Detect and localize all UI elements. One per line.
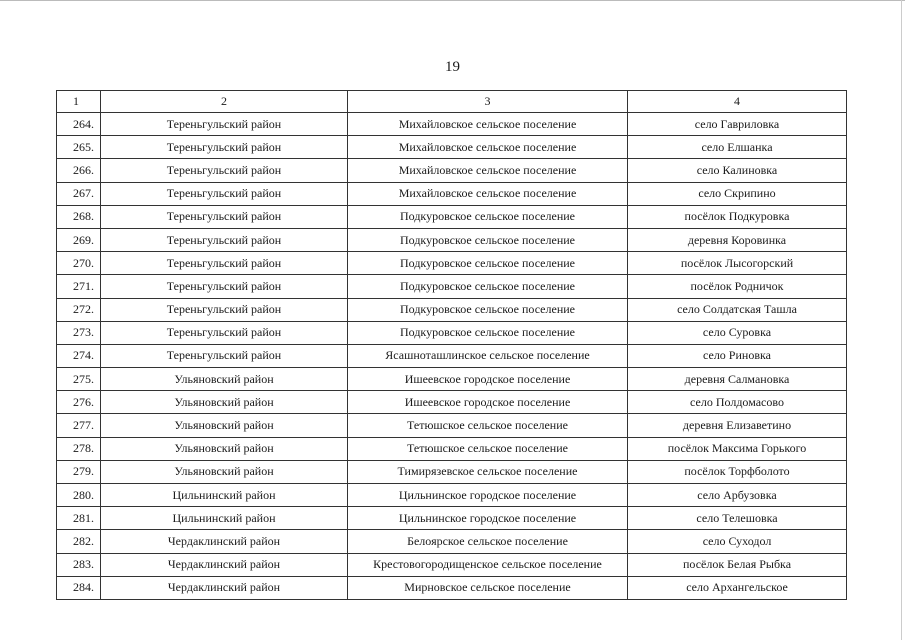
row-number: 271. xyxy=(57,275,101,298)
settlement-name: Ясашноташлинское сельское поселение xyxy=(348,344,628,367)
locality-name: посёлок Подкуровка xyxy=(628,205,847,228)
table-row xyxy=(57,205,847,228)
table-header-row xyxy=(57,91,847,113)
locality-name: село Архангельское xyxy=(628,576,847,599)
row-number: 267. xyxy=(57,182,101,205)
row-number: 265. xyxy=(57,136,101,159)
table-row xyxy=(57,228,847,251)
locality-name: село Елшанка xyxy=(628,136,847,159)
locality-name: село Суровка xyxy=(628,321,847,344)
locality-name: деревня Елизаветино xyxy=(628,414,847,437)
locality-name: село Риновка xyxy=(628,344,847,367)
locality-name: село Арбузовка xyxy=(628,484,847,507)
row-number: 268. xyxy=(57,205,101,228)
locality-name: село Солдатская Ташла xyxy=(628,298,847,321)
settlement-name: Михайловское сельское поселение xyxy=(348,136,628,159)
table-row xyxy=(57,136,847,159)
settlement-name: Ишеевское городское поселение xyxy=(348,368,628,391)
district-name: Тереньгульский район xyxy=(101,321,348,344)
row-number: 282. xyxy=(57,530,101,553)
row-number: 264. xyxy=(57,113,101,136)
table-row xyxy=(57,275,847,298)
settlement-name: Подкуровское сельское поселение xyxy=(348,205,628,228)
locality-name: посёлок Белая Рыбка xyxy=(628,553,847,576)
settlement-name: Белоярское сельское поселение xyxy=(348,530,628,553)
settlement-name: Михайловское сельское поселение xyxy=(348,182,628,205)
locality-name: село Калиновка xyxy=(628,159,847,182)
district-name: Чердаклинский район xyxy=(101,553,348,576)
header-cell-3: 3 xyxy=(348,91,628,113)
settlements-table xyxy=(56,90,847,600)
row-number: 273. xyxy=(57,321,101,344)
header-cell-4: 4 xyxy=(628,91,847,113)
locality-name: посёлок Максима Горького xyxy=(628,437,847,460)
district-name: Тереньгульский район xyxy=(101,252,348,275)
district-name: Цильнинский район xyxy=(101,484,348,507)
table-row xyxy=(57,507,847,530)
district-name: Тереньгульский район xyxy=(101,159,348,182)
locality-name: село Суходол xyxy=(628,530,847,553)
district-name: Тереньгульский район xyxy=(101,344,348,367)
locality-name: село Скрипино xyxy=(628,182,847,205)
row-number: 277. xyxy=(57,414,101,437)
locality-name: село Телешовка xyxy=(628,507,847,530)
row-number: 284. xyxy=(57,576,101,599)
table-row xyxy=(57,553,847,576)
district-name: Тереньгульский район xyxy=(101,182,348,205)
settlement-name: Подкуровское сельское поселение xyxy=(348,298,628,321)
district-name: Чердаклинский район xyxy=(101,530,348,553)
table-body xyxy=(57,91,847,600)
locality-name: посёлок Торфболото xyxy=(628,460,847,483)
row-number: 272. xyxy=(57,298,101,321)
table-row xyxy=(57,484,847,507)
settlement-name: Тимирязевское сельское поселение xyxy=(348,460,628,483)
row-number: 269. xyxy=(57,228,101,251)
locality-name: посёлок Лысогорский xyxy=(628,252,847,275)
district-name: Ульяновский район xyxy=(101,460,348,483)
table-row xyxy=(57,252,847,275)
row-number: 280. xyxy=(57,484,101,507)
district-name: Тереньгульский район xyxy=(101,136,348,159)
settlement-name: Ишеевское городское поселение xyxy=(348,391,628,414)
settlement-name: Цильнинское городское поселение xyxy=(348,507,628,530)
row-number: 274. xyxy=(57,344,101,367)
table-row xyxy=(57,530,847,553)
row-number: 270. xyxy=(57,252,101,275)
district-name: Тереньгульский район xyxy=(101,298,348,321)
table-row xyxy=(57,321,847,344)
table-row xyxy=(57,298,847,321)
row-number: 275. xyxy=(57,368,101,391)
settlement-name: Подкуровское сельское поселение xyxy=(348,228,628,251)
table-row xyxy=(57,159,847,182)
settlement-name: Тетюшское сельское поселение xyxy=(348,437,628,460)
district-name: Тереньгульский район xyxy=(101,205,348,228)
table-row xyxy=(57,391,847,414)
table-row xyxy=(57,414,847,437)
row-number: 283. xyxy=(57,553,101,576)
district-name: Тереньгульский район xyxy=(101,228,348,251)
district-name: Чердаклинский район xyxy=(101,576,348,599)
table-row xyxy=(57,460,847,483)
district-name: Цильнинский район xyxy=(101,507,348,530)
locality-name: село Гавриловка xyxy=(628,113,847,136)
settlement-name: Михайловское сельское поселение xyxy=(348,159,628,182)
row-number: 276. xyxy=(57,391,101,414)
settlement-name: Подкуровское сельское поселение xyxy=(348,252,628,275)
table-row xyxy=(57,113,847,136)
settlement-name: Тетюшское сельское поселение xyxy=(348,414,628,437)
settlement-name: Мирновское сельское поселение xyxy=(348,576,628,599)
row-number: 266. xyxy=(57,159,101,182)
district-name: Тереньгульский район xyxy=(101,275,348,298)
header-cell-1: 1 xyxy=(57,91,101,113)
table-row xyxy=(57,368,847,391)
table-row xyxy=(57,576,847,599)
locality-name: посёлок Родничок xyxy=(628,275,847,298)
settlement-name: Крестовогородищенское сельское поселение xyxy=(348,553,628,576)
table-row xyxy=(57,437,847,460)
settlement-name: Михайловское сельское поселение xyxy=(348,113,628,136)
district-name: Ульяновский район xyxy=(101,414,348,437)
scan-top-edge xyxy=(0,0,905,4)
page-number: 19 xyxy=(445,59,460,75)
locality-name: деревня Коровинка xyxy=(628,228,847,251)
locality-name: село Полдомасово xyxy=(628,391,847,414)
settlement-name: Цильнинское городское поселение xyxy=(348,484,628,507)
district-name: Ульяновский район xyxy=(101,437,348,460)
header-cell-2: 2 xyxy=(101,91,348,113)
district-name: Ульяновский район xyxy=(101,391,348,414)
row-number: 281. xyxy=(57,507,101,530)
scan-right-edge xyxy=(901,0,902,640)
table-row xyxy=(57,344,847,367)
locality-name: деревня Салмановка xyxy=(628,368,847,391)
district-name: Тереньгульский район xyxy=(101,113,348,136)
table-row xyxy=(57,182,847,205)
row-number: 278. xyxy=(57,437,101,460)
row-number: 279. xyxy=(57,460,101,483)
district-name: Ульяновский район xyxy=(101,368,348,391)
settlement-name: Подкуровское сельское поселение xyxy=(348,321,628,344)
settlement-name: Подкуровское сельское поселение xyxy=(348,275,628,298)
